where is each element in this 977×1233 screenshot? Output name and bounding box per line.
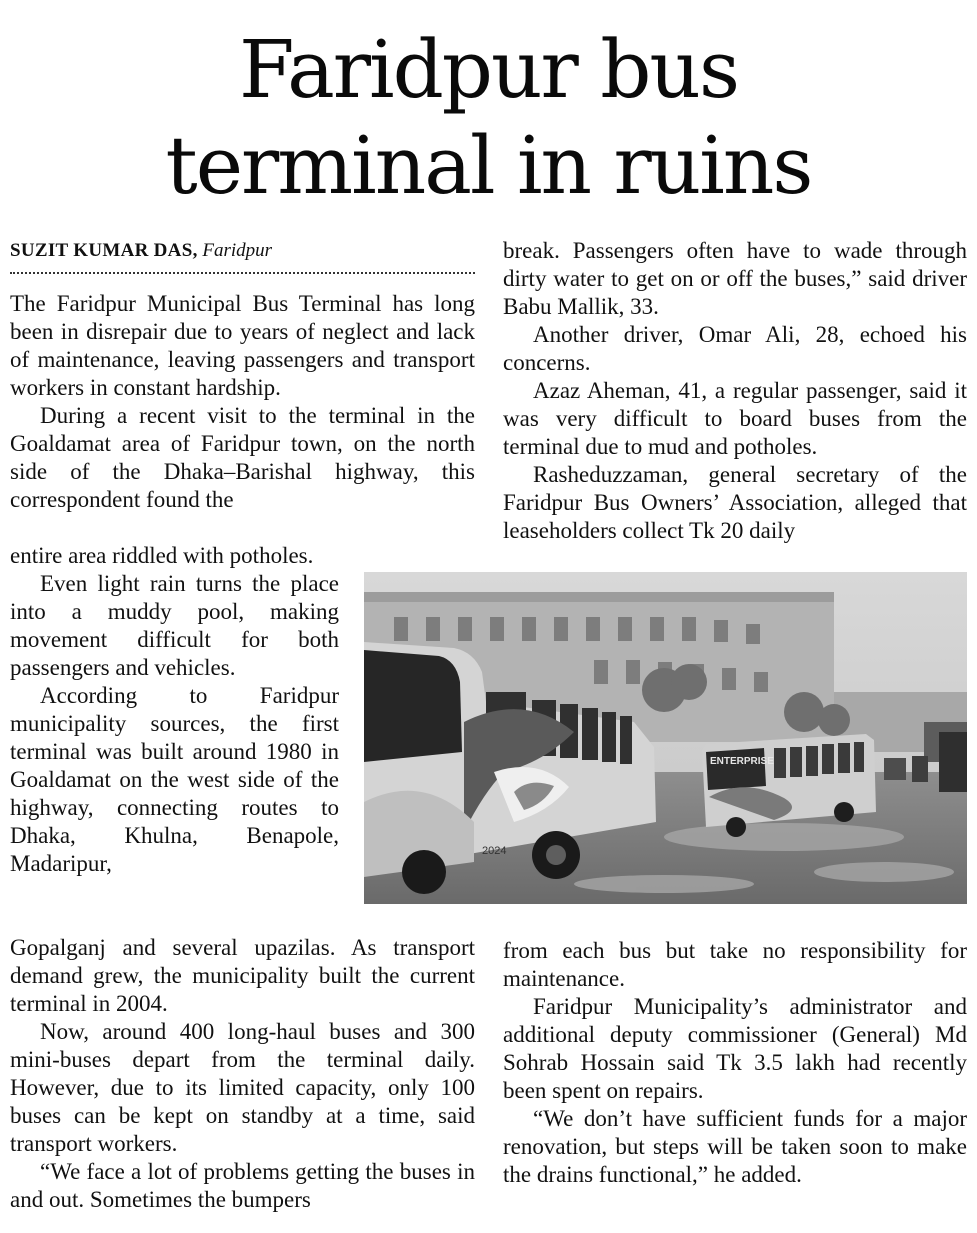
paragraph: Rasheduzzaman, general secretary of the Faridpur Bus Owners’ Association, alleged that leaseholders collect Tk 20 daily [503, 462, 967, 543]
paragraph: According to Faridpur municipality sources, the first terminal was built around 1980 in Goaldamat on the west side of the highway, connecting routes to Dhaka, Khulna, Benapole, Madaripur, [10, 683, 339, 876]
bus-year-decal: 2024 [482, 845, 507, 857]
paragraph: Faridpur Municipality’s administrator and additional deputy commissioner (General) Md Sohrab Hossain said Tk 3.5 lakh had recently been spent on repairs. [503, 994, 967, 1103]
paragraph: “We don’t have sufficient funds for a major renovation, but steps will be taken soon to make the drains functional,” he added. [503, 1106, 967, 1187]
paragraph: Gopalganj and several upazilas. As transport demand grew, the municipality built the current terminal in 2004. [10, 935, 475, 1016]
paragraph: The Faridpur Municipal Bus Terminal has long been in disrepair due to years of neglect and lack of maintenance, leaving passengers and transport workers in constant hardship. [10, 291, 475, 400]
column-2-top [503, 237, 967, 545]
column-1-narrow [10, 542, 339, 878]
byline-location: Faridpur [202, 240, 273, 261]
paragraph: Azaz Aheman, 41, a regular passenger, said it was very difficult to board buses from the terminal due to mud and potholes. [503, 378, 967, 459]
column-1-bottom [10, 934, 475, 1214]
column-2-bottom [503, 937, 967, 1189]
paragraph: from each bus but take no responsibility for maintenance. [503, 938, 967, 991]
paragraph: Even light rain turns the place into a muddy pool, making movement difficult for both passengers and vehicles. [10, 571, 339, 680]
headline-line-2: terminal in ruins [165, 119, 812, 212]
paragraph: break. Passengers often have to wade through dirty water to get on or off the buses,” said driver Babu Mallik, 33. [503, 238, 967, 319]
byline-divider [10, 272, 475, 274]
paragraph: Now, around 400 long-haul buses and 300 mini-buses depart from the terminal daily. However, due to its limited capacity, only 100 buses can be kept on standby at a time, said transport workers. [10, 1019, 475, 1156]
bus-terminal-photo [364, 572, 967, 904]
headline [0, 22, 977, 214]
bus-destination-sign: ENTERPRISE [710, 756, 774, 767]
headline-line-1: Faridpur bus [238, 23, 738, 116]
paragraph: During a recent visit to the terminal in the Goaldamat area of Faridpur town, on the north side of the Dhaka–Barishal highway, this correspondent found the [10, 403, 475, 512]
paragraph: “We face a lot of problems getting the buses in and out. Sometimes the bumpers [10, 1159, 475, 1212]
paragraph: Another driver, Omar Ali, 28, echoed his concerns. [503, 322, 967, 375]
byline-author: SUZIT KUMAR DAS, [10, 240, 198, 261]
paragraph: entire area riddled with potholes. [10, 543, 314, 568]
column-1-top [10, 290, 475, 514]
byline [10, 240, 475, 262]
photo-illustration [364, 572, 967, 904]
